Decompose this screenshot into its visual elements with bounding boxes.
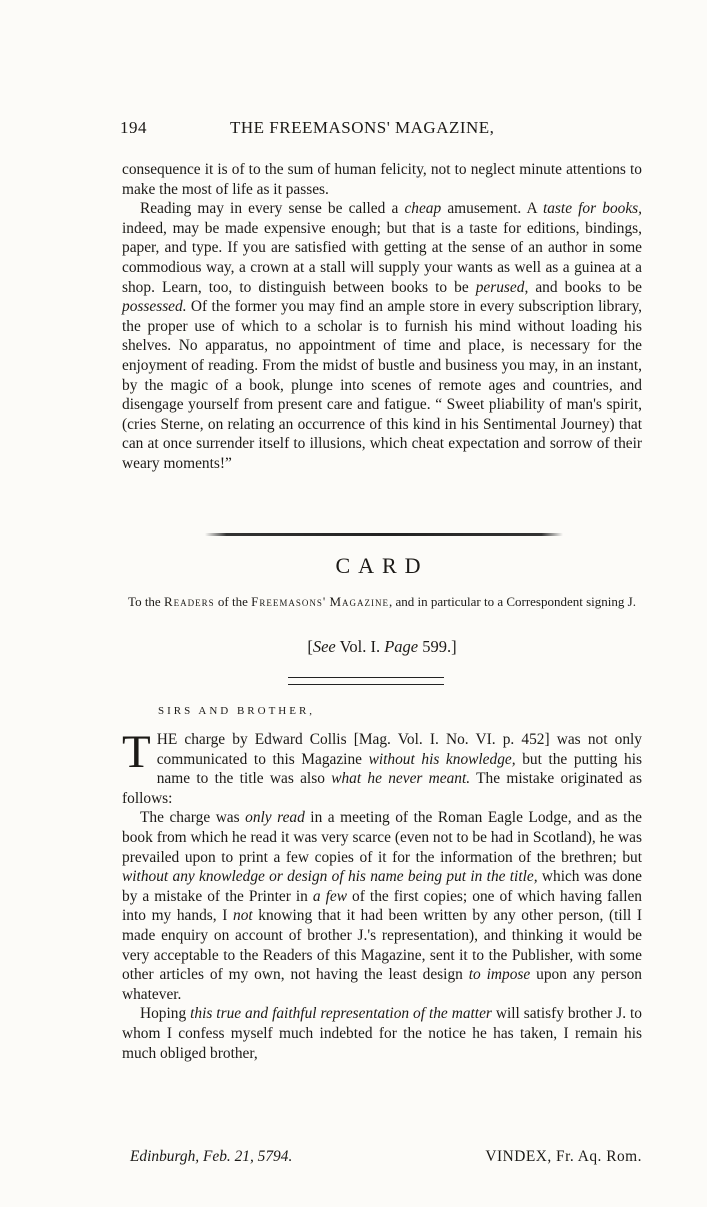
letter-salutation: SIRS AND BROTHER,: [158, 705, 316, 717]
essay-paragraph-1: consequence it is of to the sum of human felicity, not to neglect minute attentions to make the most of life as it passes.: [122, 161, 642, 198]
essay-paragraph-2: Reading may in every sense be called a cheap amusement. A taste for books, indeed, may be made expensive enough; but that is a taste for editions, bindings, paper, and type. If you are satisfied with getting at the sense of an author in some commodious way, a crown at a stall will supply your wants as well as a guinea at a shop. Learn, too, to distinguish between books to be perused, and books to be possessed. Of the former you may find an ample store in every subscription library, the proper use of which to a scholar is to furnish his mind without loading his shelves. No apparatus, no appointment of time and place, is necessary for the enjoyment of reading. From the midst of bustle and business you may, in an instant, by the magic of a book, plunge into scenes of remote ages and countries, and disengage yourself from present care and fatigue. “ Sweet pliability of man's spirit, (cries Sterne, on relating an occurrence of this kind in his Sentimental Journey) that can at once surrender itself to illusions, which cheat expectation and sorrow of their weary moments!”: [122, 200, 643, 472]
place-and-date: Edinburgh, Feb. 21, 5794.: [130, 1148, 293, 1165]
letter-paragraph-1: THE charge by Edward Collis [Mag. Vol. I. No. VI. p. 452] was not only communicated to this Magazine without his knowledge, but the putting his name to the title was also what he never meant. The mistake originated as follows:: [122, 726, 643, 807]
letter-paragraph-3: Hoping this true and faithful representation of the matter will satisfy brother J. to whom I confess myself much indebted for the notice he has taken, I remain his much obliged brother,: [122, 1005, 643, 1062]
page-header: [120, 118, 640, 142]
letter-body: [122, 726, 643, 1063]
card-subtitle: To the Readers of the Freemasons' Magazine, and in particular to a Correspondent signing J.: [128, 594, 636, 609]
essay-conclusion: [122, 160, 642, 474]
letter-signature: [130, 1148, 642, 1170]
drop-cap: T: [122, 726, 151, 778]
page-number: 194: [120, 118, 147, 137]
section-divider: [205, 533, 563, 536]
card-title: CARD: [335, 553, 429, 578]
letter-paragraph-2: The charge was only read in a meeting of the Roman Eagle Lodge, and as the book from which he read it was very scarce (even not to be had in Scotland), he was prevailed upon to print a few copies of it for the information of the brethren; but without any knowledge or design of his name being put in the title, which was done by a mistake of the Printer in a few of the first copies; one of which having fallen into my hands, I not knowing that it had been written by any other person, (till I made enquiry on account of brother J.'s representation), and thinking it would be very acceptable to the Readers of this Magazine, sent it to the Publisher, with some other articles of my own, not having the least design to impose upon any person whatever.: [122, 809, 643, 1003]
double-rule-divider: [288, 677, 444, 685]
running-title: THE FREEMASONS' MAGAZINE,: [230, 118, 495, 137]
signatory-name: VINDEX, Fr. Aq. Rom.: [485, 1148, 642, 1165]
card-reference: [See Vol. I. Page 599.]: [307, 637, 457, 656]
